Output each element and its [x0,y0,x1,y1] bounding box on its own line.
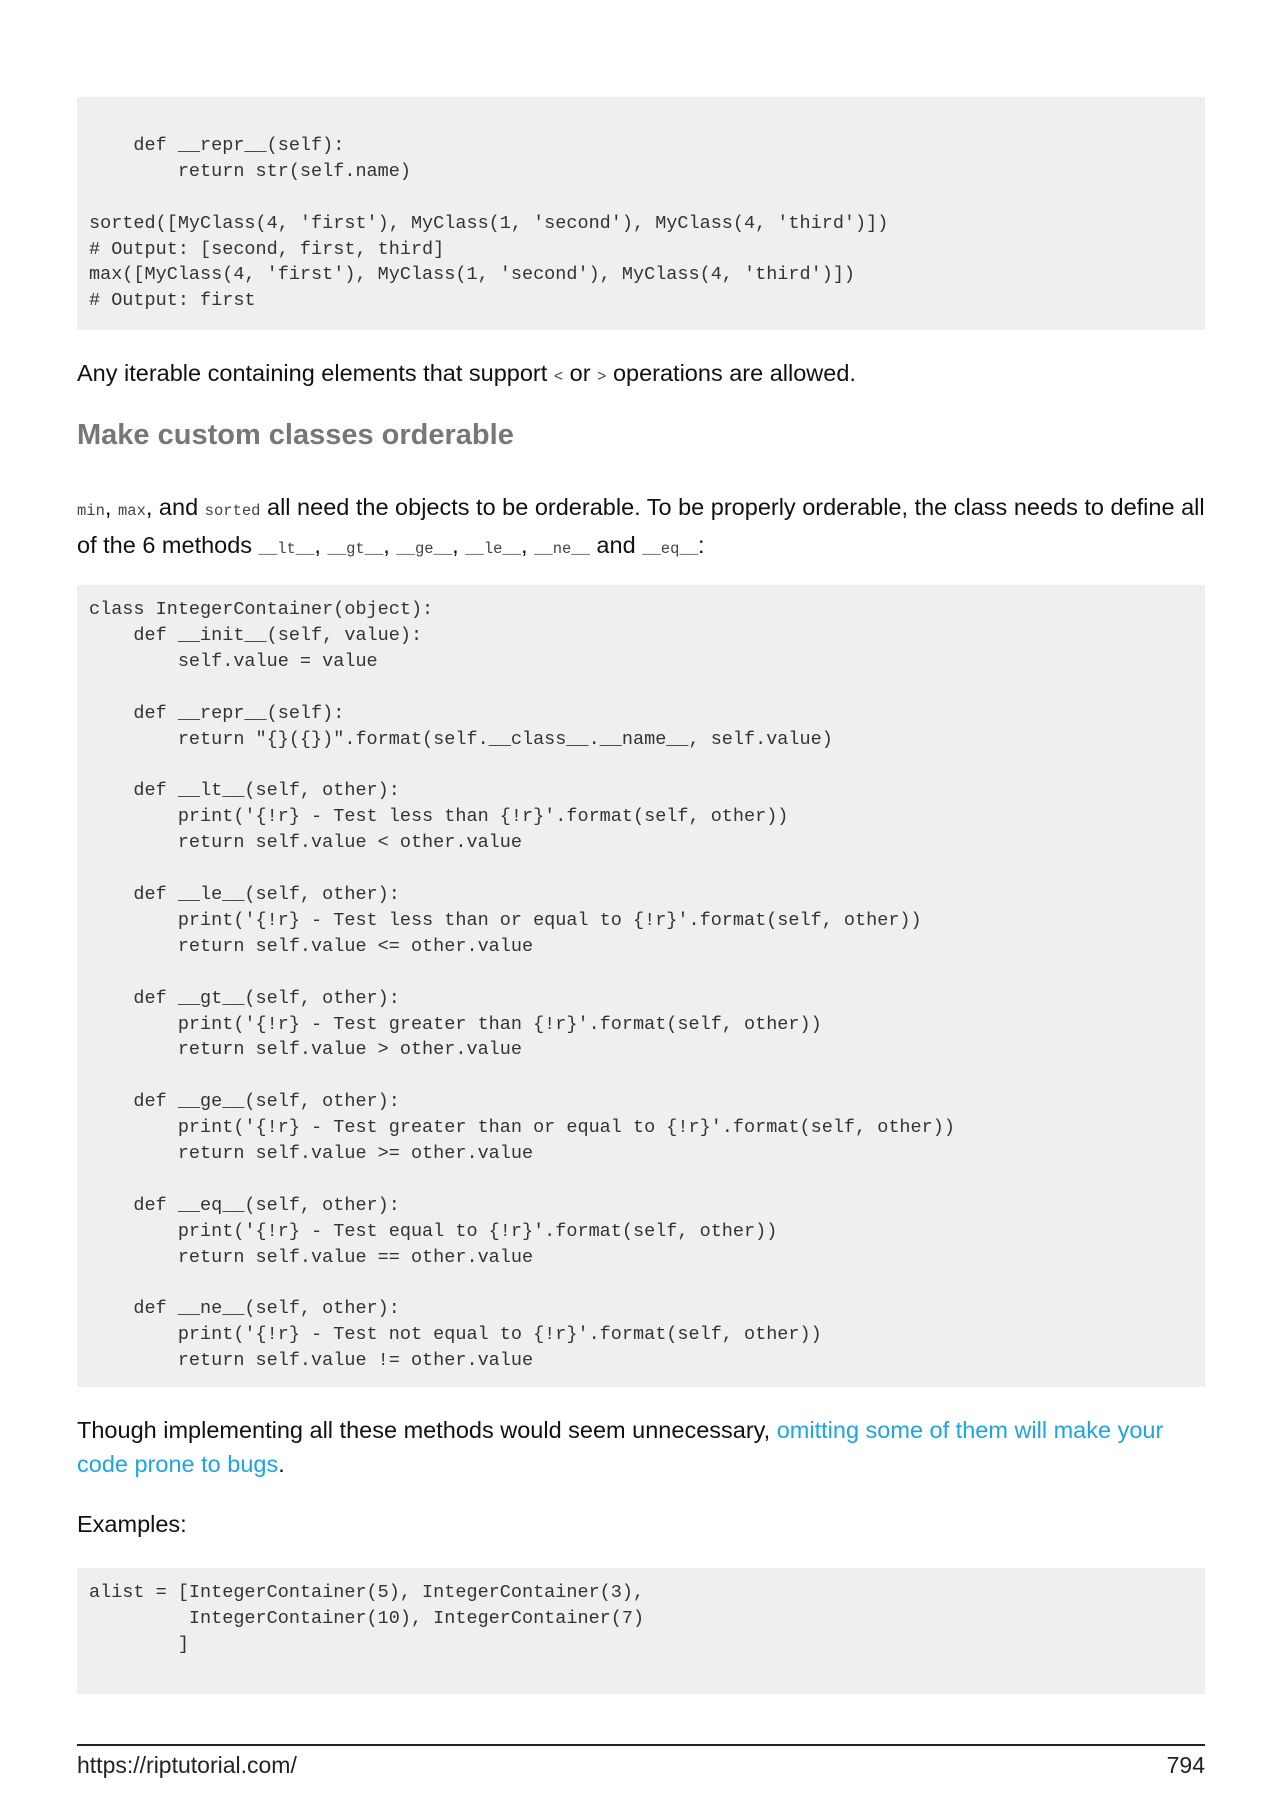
inline-code: __ge__ [396,540,453,558]
text: and [589,532,643,558]
paragraph-iterable [77,356,1212,394]
text: Any iterable containing elements that support [77,360,554,386]
text: . [278,1451,285,1477]
examples-label: Examples: [77,1511,187,1537]
footer-url: https://riptutorial.com/ [77,1752,297,1778]
inline-code: > [597,368,607,386]
text: , and [145,494,205,520]
inline-code: min [77,502,105,520]
paragraph-orderable [77,490,1212,566]
text: operations are allowed. [606,360,856,386]
text: all need the objects to be orderable. To be properly orderable, the class needs to define all of the 6 methods [77,494,1205,558]
text: , [104,494,118,520]
code-block-integer-container: class IntegerContainer(object): def __init__(self, value): self.value = value def __repr__(self): return "{}({})".format(self.__class__.__name__, self.value) def __lt__(self, other): print('{!r} - Test less than {!r}'.format(self, other)) return self.value < other.value def __le__(self, other): print('{!r} - Test less than or equal to {!r}'.format(self, other)) return self.value <= other.value def __gt__(self, other): print('{!r} - Test greater than {!r}'.format(self, other)) return self.value > other.value def __ge__(self, other): print('{!r} - Test greater than or equal to {!r}'.format(self, other)) return self.value >= other.value def __eq__(self, other): print('{!r} - Test equal to {!r}'.format(self, other)) return self.value == other.value def __ne__(self, other): print('{!r} - Test not equal to {!r}'.format(self, other)) return self.value != other.value [77,585,1205,1387]
code-block-alist: alist = [IntegerContainer(5), IntegerContainer(3), IntegerContainer(10), IntegerContainer(7) ] [77,1568,1205,1694]
inline-code: __lt__ [258,540,315,558]
text: , [314,532,328,558]
footer-divider [77,1744,1205,1746]
text: , [452,532,466,558]
section-heading: Make custom classes orderable [77,419,514,451]
bugs-link[interactable]: omitting some of them will make your code prone to bugs [77,1417,1164,1477]
text: , [383,532,397,558]
code-block-myclass: def __repr__(self): return str(self.name) sorted([MyClass(4, 'first'), MyClass(1, 'second'), MyClass(4, 'third')]) # Output: [second, first, third] max([MyClass(4, 'first'), MyClass(1, 'second'), MyClass(4, 'third')]) # Output: first [77,97,1205,330]
inline-code: < [553,368,564,386]
inline-code: __eq__ [642,540,698,558]
text: : [698,532,705,558]
inline-code: sorted [204,502,261,520]
inline-code: __le__ [465,540,522,558]
text: Though implementing all these methods would seem unnecessary, [77,1417,777,1443]
inline-code: __ne__ [534,540,590,558]
page-number: 794 [1166,1752,1205,1778]
inline-code: max [117,502,146,520]
paragraph-bugs [77,1413,1212,1481]
text: , [521,532,535,558]
text: or [563,360,598,386]
inline-code: __gt__ [327,540,384,558]
